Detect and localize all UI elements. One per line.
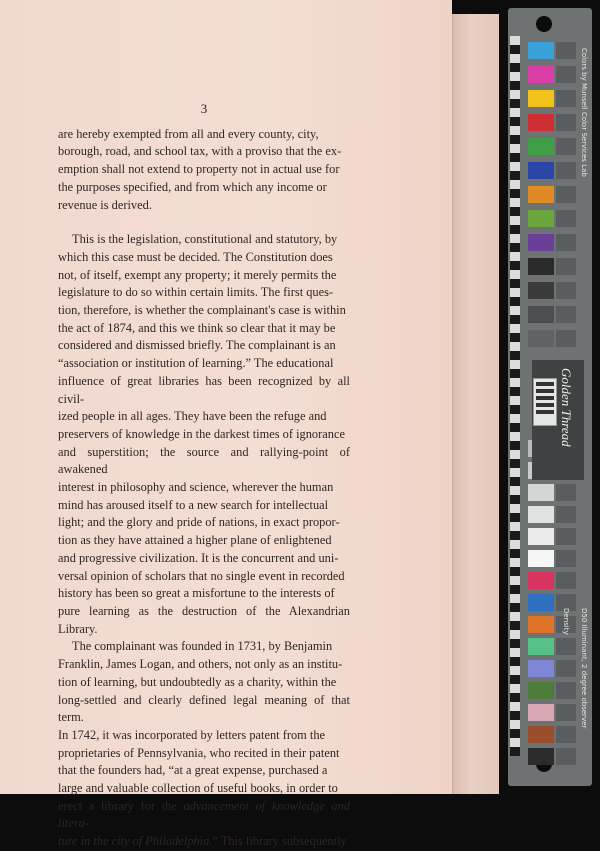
text-span: erect a library for the <box>58 798 184 813</box>
patch-value-cell <box>556 506 576 523</box>
color-patch <box>528 594 554 611</box>
patch-value-cell <box>556 42 576 59</box>
text-line: tion, therefore, is whether the complainant's case is within <box>58 303 346 318</box>
patch-value-cell <box>556 638 576 655</box>
patch-value-cell <box>556 258 576 275</box>
text-line: legislature to do so within certain limits. The first ques- <box>58 285 334 300</box>
color-patch <box>528 726 554 743</box>
patch-value-cell <box>556 726 576 743</box>
patch-value-cell <box>556 528 576 545</box>
text-line: tion of learning, but undoubtedly as a charity, within the <box>58 674 337 689</box>
text-span: ” This library subsequently <box>212 834 347 849</box>
color-patch <box>528 748 554 765</box>
patch-value-cell <box>556 90 576 107</box>
color-patch <box>528 234 554 251</box>
density-label: Density <box>562 608 570 635</box>
color-patch <box>528 90 554 107</box>
text-line: the act of 1874, and this we think so clear that it may be <box>58 320 336 335</box>
color-patch <box>528 484 554 501</box>
text-line: are hereby exempted from all and every county, city, <box>58 126 319 141</box>
text-line: history has been so great a misfortune to the interests of <box>58 586 335 601</box>
patch-value-cell <box>556 186 576 203</box>
munsell-label: Colors by Munsell Color Services Lab <box>580 48 588 177</box>
text-line <box>58 833 350 851</box>
patch-value-cell <box>556 682 576 699</box>
text-line: “association or institution of learning.” The educational <box>58 356 334 371</box>
text-line: This is the legislation, constitutional and statutory, by <box>72 232 338 247</box>
patch-value-cell <box>556 306 576 323</box>
color-patch <box>528 506 554 523</box>
color-patch <box>528 186 554 203</box>
text-line: preservers of knowledge in the darkest times of ignorance <box>58 426 345 441</box>
resolution-target <box>533 378 557 426</box>
italic-text: ture in the city of Philadelphia. <box>58 834 213 849</box>
text-line: borough, road, and school tax, with a proviso that the ex- <box>58 144 342 159</box>
text-line: interest in philosophy and science, wherever the human <box>58 480 334 495</box>
patch-value-cell <box>556 748 576 765</box>
color-patch <box>528 528 554 545</box>
page-text <box>58 100 350 851</box>
patch-value-cell <box>556 282 576 299</box>
color-patch <box>528 638 554 655</box>
text-line: not, of itself, exempt any property; it merely permits the <box>58 267 337 282</box>
page-edge <box>452 14 499 794</box>
patch-value-cell <box>556 66 576 83</box>
color-patch <box>528 162 554 179</box>
ruler-scale <box>510 36 520 756</box>
text-line: influence of great libraries has been recognized by all civil- <box>58 373 350 406</box>
text-line: tion as they have attained a higher plane of enlightened <box>58 533 332 548</box>
page-number: 3 <box>200 101 208 116</box>
text-line: versal opinion of scholars that no single event in recorded <box>58 568 345 583</box>
text-line: which this case must be decided. The Constitution does <box>58 249 333 264</box>
text-line: considered and dismissed briefly. The complainant is an <box>58 338 336 353</box>
text-line: The complainant was founded in 1731, by Benjamin <box>72 639 333 654</box>
patch-value-cell <box>556 660 576 677</box>
text-line: and superstition; the source and rallying-point of awakened <box>58 444 350 477</box>
color-patch <box>528 282 554 299</box>
color-patch <box>528 306 554 323</box>
color-patch <box>528 704 554 721</box>
text-line: mind has aroused itself to a new search for intellectual <box>58 497 329 512</box>
text-line: ized people in all ages. They have been the refuge and <box>58 409 327 424</box>
text-line: long-settled and clearly defined legal meaning of that term. <box>58 692 350 725</box>
color-patch <box>528 682 554 699</box>
golden-thread-logo: Golden Thread <box>559 368 574 447</box>
patch-value-cell <box>556 484 576 501</box>
patch-value-cell <box>556 138 576 155</box>
patch-value-cell <box>556 330 576 347</box>
patch-value-cell <box>556 572 576 589</box>
text-line: the purposes specified, and from which any income or <box>58 179 327 194</box>
color-patch <box>528 330 554 347</box>
color-patch <box>528 616 554 633</box>
text-line: In 1742, it was incorporated by letters patent from the <box>58 727 326 742</box>
text-line: proprietaries of Pennsylvania, who recited in their patent <box>58 745 340 760</box>
text-line: emption shall not extend to property not in actual use for <box>58 162 340 177</box>
text-line: Franklin, James Logan, and others, not only as an institu- <box>58 657 343 672</box>
strip-hole-top <box>536 16 552 32</box>
text-line: revenue is derived. <box>58 197 152 212</box>
paragraph-2 <box>58 231 350 638</box>
patch-value-cell <box>556 704 576 721</box>
color-patch <box>528 660 554 677</box>
color-patch <box>528 66 554 83</box>
text-line <box>58 798 350 833</box>
patch-value-cell <box>556 550 576 567</box>
text-line: light; and the glory and pride of nations, in exact propor- <box>58 515 340 530</box>
text-line: large and valuable collection of useful books, in order to <box>58 781 338 796</box>
italic-text: advancement of knowledge and litera- <box>58 798 350 831</box>
paragraph-3 <box>58 638 350 850</box>
color-patch <box>528 572 554 589</box>
patch-value-cell <box>556 234 576 251</box>
color-patch <box>528 210 554 227</box>
color-patch <box>528 138 554 155</box>
patch-value-cell <box>556 162 576 179</box>
text-line: and progressive civilization. It is the concurrent and uni- <box>58 550 339 565</box>
color-patch <box>528 258 554 275</box>
color-patch <box>528 42 554 59</box>
text-line: that the founders had, “at a great expense, purchased a <box>58 763 328 778</box>
patch-value-cell <box>556 114 576 131</box>
text-line: pure learning as the destruction of the Alexandrian Library. <box>58 603 350 636</box>
patch-value-cell <box>556 210 576 227</box>
color-patch <box>528 550 554 567</box>
illuminant-label: D50 Illuminant, 2 degree observer <box>580 608 588 729</box>
paragraph-1 <box>58 126 350 215</box>
color-patch <box>528 114 554 131</box>
